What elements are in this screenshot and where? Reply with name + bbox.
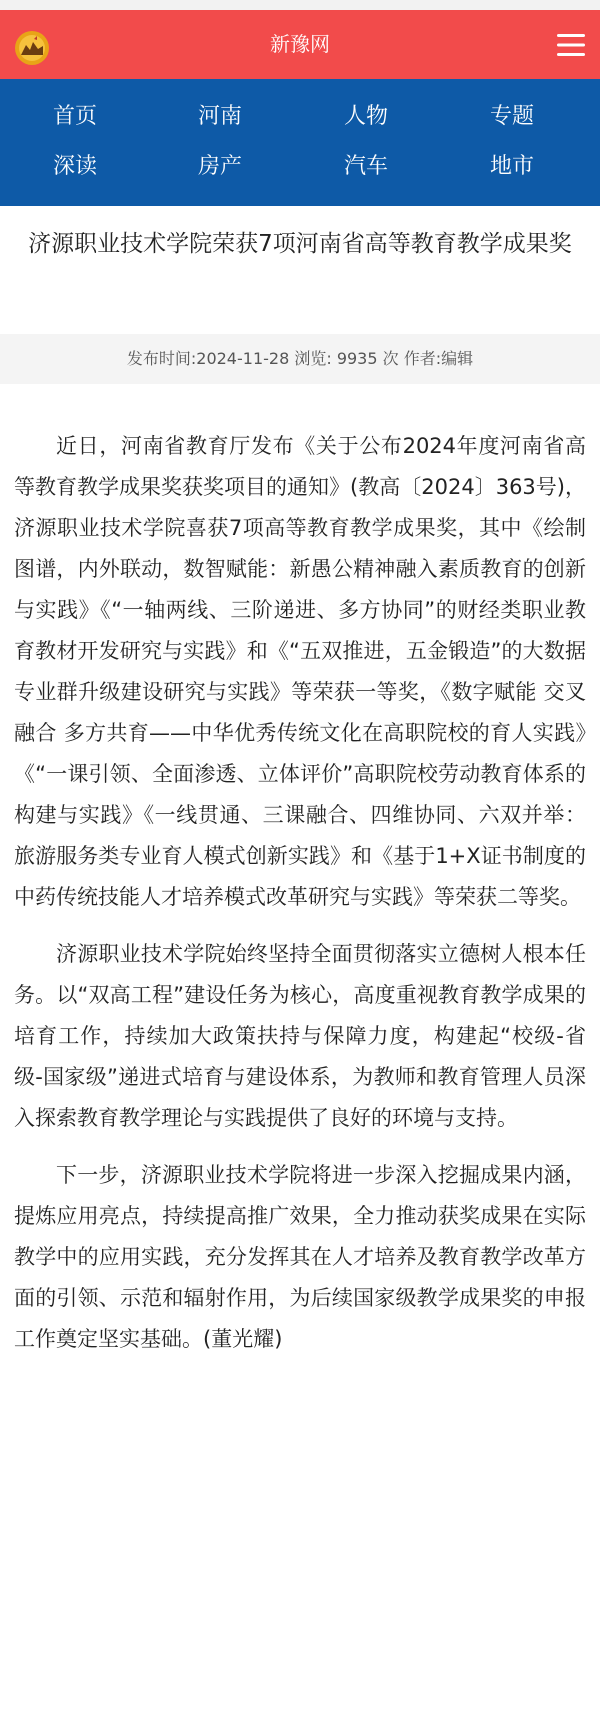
article-title: 济源职业技术学院荣获7项河南省高等教育教学成果奖 (28, 231, 572, 257)
article-paragraph: 济源职业技术学院始终坚持全面贯彻落实立德树人根本任务。以“双高工程”建设任务为核心，高度重视教育教学成果的培育工作，持续加大政策扶持与保障力度，构建起“校级-省级-国家级”递进式培育与建设体系，为教师和教育管理人员深入探索教育教学理论与实践提供了良好的环境与支持。 (14, 942, 586, 1130)
article-body (14, 426, 586, 1376)
nav-item-deep-reading[interactable]: 深读 (52, 154, 97, 179)
hamburger-menu-icon[interactable] (554, 28, 588, 62)
category-nav (0, 79, 600, 206)
nav-item-people[interactable]: 人物 (343, 104, 388, 129)
status-strip (0, 0, 600, 10)
rooster-logo-icon[interactable] (14, 30, 50, 66)
nav-item-topics[interactable]: 专题 (489, 104, 534, 129)
site-title: 新豫网 (270, 32, 330, 56)
nav-item-cities[interactable]: 地市 (489, 154, 534, 179)
nav-item-real-estate[interactable]: 房产 (197, 154, 242, 179)
article-paragraph: 近日，河南省教育厅发布《关于公布2024年度河南省高等教育教学成果奖获奖项目的通知》(教高〔2024〕363号)，济源职业技术学院喜获7项高等教育教学成果奖，其中《绘制图谱，内外联动，数智赋能：新愚公精神融入素质教育的创新与实践》《“一轴两线、三阶递进、多方协同”的财经类职业教育教材开发研究与实践》和《“五双推进，五金锻造”的大数据专业群升级建设研究与实践》等荣获一等奖，《数字赋能 交叉融合 多方共育——中华优秀传统文化在高职院校的育人实践》《“一课引领、全面渗透、立体评价”高职院校劳动教育体系的构建与实践》《一线贯通、三课融合、四维协同、六双并举：旅游服务类专业育人模式创新实践》和《基于1+X证书制度的中药传统技能人才培养模式改革研究与实践》等荣获二等奖。 (14, 434, 586, 909)
article-paragraph: 下一步，济源职业技术学院将进一步深入挖掘成果内涵，提炼应用亮点，持续提高推广效果，全力推动获奖成果在实际教学中的应用实践，充分发挥其在人才培养及教育教学改革方面的引领、示范和辐射作用，为后续国家级教学成果奖的申报工作奠定坚实基础。(董光耀) (14, 1163, 586, 1351)
nav-item-auto[interactable]: 汽车 (343, 154, 388, 179)
nav-item-henan[interactable]: 河南 (197, 104, 242, 129)
article-meta-bar (0, 334, 600, 384)
nav-item-home[interactable]: 首页 (52, 104, 97, 129)
article-meta: 发布时间:2024-11-28 浏览: 9935 次 作者:编辑 (126, 349, 474, 368)
site-header (0, 10, 600, 79)
